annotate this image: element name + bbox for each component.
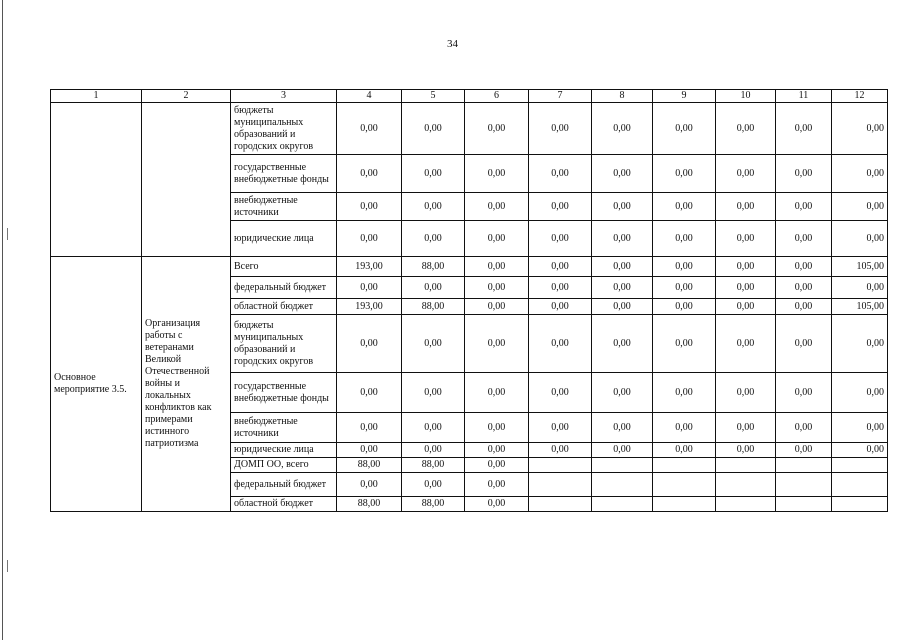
value-cell [529,473,592,497]
value-cell: 0,00 [592,315,653,373]
funding-source-cell: Всего [231,257,337,277]
funding-source-cell: юридические лица [231,443,337,458]
value-cell: 0,00 [529,315,592,373]
value-cell: 0,00 [653,103,716,155]
value-cell: 0,00 [776,257,832,277]
value-cell: 0,00 [402,315,465,373]
funding-source-cell: государственные внебюджетные фонды [231,373,337,413]
scan-artifact [7,228,8,240]
value-cell [653,497,716,512]
value-cell: 0,00 [776,299,832,315]
funding-source-cell: бюджеты муниципальных образований и городских округов [231,103,337,155]
value-cell: 0,00 [776,193,832,221]
value-cell: 0,00 [592,155,653,193]
funding-source-cell: областной бюджет [231,497,337,512]
value-cell: 0,00 [465,103,529,155]
value-cell: 0,00 [402,413,465,443]
value-cell [832,458,888,473]
value-cell: 0,00 [716,155,776,193]
funding-source-cell: ДОМП ОО, всего [231,458,337,473]
value-cell: 0,00 [832,103,888,155]
value-cell: 0,00 [529,193,592,221]
value-cell: 88,00 [402,299,465,315]
value-cell: 0,00 [402,193,465,221]
funding-source-cell: внебюджетные источники [231,413,337,443]
table-row [51,257,888,277]
value-cell: 0,00 [402,155,465,193]
measure-name-cell: Организация работы с ветеранами Великой Отечественной войны и локальных конфликтов как примерами истинного патриотизма [142,257,231,512]
scan-artifact [7,560,8,572]
value-cell [529,458,592,473]
value-cell: 0,00 [653,155,716,193]
value-cell: 193,00 [337,299,402,315]
value-cell: 0,00 [653,193,716,221]
value-cell: 0,00 [592,373,653,413]
measure-code-cell: Основное мероприятие 3.5. [51,257,142,512]
value-cell: 0,00 [716,257,776,277]
value-cell: 0,00 [465,299,529,315]
value-cell: 88,00 [402,458,465,473]
value-cell: 0,00 [716,299,776,315]
value-cell: 0,00 [529,221,592,257]
value-cell: 0,00 [529,257,592,277]
budget-table [50,89,888,512]
column-header: 2 [142,90,231,103]
column-header: 10 [716,90,776,103]
value-cell: 0,00 [592,193,653,221]
value-cell: 88,00 [402,497,465,512]
value-cell [832,473,888,497]
funding-source-cell: областной бюджет [231,299,337,315]
value-cell: 0,00 [776,315,832,373]
value-cell: 0,00 [337,103,402,155]
value-cell: 0,00 [337,315,402,373]
value-cell: 0,00 [465,497,529,512]
value-cell [776,458,832,473]
value-cell [529,497,592,512]
value-cell: 0,00 [337,193,402,221]
funding-source-cell: бюджеты муниципальных образований и городских округов [231,315,337,373]
value-cell: 0,00 [776,221,832,257]
value-cell: 0,00 [832,413,888,443]
value-cell: 0,00 [465,458,529,473]
value-cell: 88,00 [402,257,465,277]
value-cell: 0,00 [716,373,776,413]
value-cell: 0,00 [653,277,716,299]
value-cell: 0,00 [592,221,653,257]
value-cell [592,473,653,497]
value-cell: 0,00 [716,315,776,373]
value-cell: 0,00 [832,373,888,413]
value-cell [832,497,888,512]
value-cell: 0,00 [776,155,832,193]
value-cell: 0,00 [529,103,592,155]
value-cell: 0,00 [402,103,465,155]
value-cell: 88,00 [337,458,402,473]
value-cell: 0,00 [592,277,653,299]
value-cell: 0,00 [653,413,716,443]
page-number: 34 [447,38,458,50]
value-cell: 0,00 [716,277,776,299]
value-cell [653,473,716,497]
value-cell: 0,00 [529,443,592,458]
column-header: 8 [592,90,653,103]
value-cell: 0,00 [337,155,402,193]
value-cell [592,458,653,473]
value-cell: 0,00 [832,155,888,193]
funding-source-cell: федеральный бюджет [231,277,337,299]
value-cell: 0,00 [402,221,465,257]
value-cell: 105,00 [832,299,888,315]
value-cell: 0,00 [465,315,529,373]
value-cell: 0,00 [832,443,888,458]
column-header: 1 [51,90,142,103]
value-cell: 0,00 [337,413,402,443]
value-cell: 0,00 [592,103,653,155]
value-cell: 0,00 [716,221,776,257]
value-cell: 0,00 [337,277,402,299]
value-cell: 0,00 [465,277,529,299]
value-cell [776,473,832,497]
value-cell: 0,00 [776,277,832,299]
value-cell: 0,00 [402,443,465,458]
column-header: 12 [832,90,888,103]
value-cell: 0,00 [337,221,402,257]
value-cell [716,497,776,512]
value-cell: 0,00 [832,221,888,257]
value-cell: 0,00 [529,277,592,299]
value-cell: 0,00 [529,413,592,443]
column-header: 6 [465,90,529,103]
value-cell: 0,00 [337,373,402,413]
value-cell: 0,00 [592,443,653,458]
value-cell: 0,00 [529,155,592,193]
value-cell: 0,00 [653,443,716,458]
value-cell: 0,00 [716,443,776,458]
scan-left-edge [2,0,3,640]
value-cell: 0,00 [465,373,529,413]
value-cell: 0,00 [402,473,465,497]
value-cell: 0,00 [465,443,529,458]
value-cell: 0,00 [337,443,402,458]
value-cell: 0,00 [465,221,529,257]
table-row [51,103,888,155]
value-cell: 0,00 [529,373,592,413]
value-cell [653,458,716,473]
value-cell: 0,00 [465,413,529,443]
value-cell: 0,00 [592,413,653,443]
value-cell: 0,00 [465,473,529,497]
value-cell: 88,00 [337,497,402,512]
column-header: 9 [653,90,716,103]
value-cell: 0,00 [653,221,716,257]
column-header: 4 [337,90,402,103]
value-cell: 0,00 [776,413,832,443]
value-cell: 0,00 [592,257,653,277]
value-cell: 0,00 [337,473,402,497]
value-cell: 0,00 [529,299,592,315]
value-cell: 0,00 [465,193,529,221]
value-cell [776,497,832,512]
value-cell: 0,00 [653,257,716,277]
value-cell [716,458,776,473]
value-cell: 0,00 [402,277,465,299]
empty-cell [51,103,142,257]
value-cell: 0,00 [776,373,832,413]
value-cell: 105,00 [832,257,888,277]
column-header: 7 [529,90,592,103]
value-cell: 0,00 [832,315,888,373]
value-cell: 0,00 [653,315,716,373]
column-header: 3 [231,90,337,103]
funding-source-cell: юридические лица [231,221,337,257]
value-cell: 0,00 [832,277,888,299]
value-cell: 0,00 [653,299,716,315]
value-cell: 0,00 [776,443,832,458]
column-header: 11 [776,90,832,103]
value-cell [716,473,776,497]
funding-source-cell: государственные внебюджетные фонды [231,155,337,193]
value-cell: 0,00 [832,193,888,221]
value-cell: 0,00 [716,413,776,443]
value-cell: 0,00 [592,299,653,315]
empty-cell [142,103,231,257]
value-cell: 0,00 [465,155,529,193]
value-cell: 0,00 [653,373,716,413]
column-number-row [51,90,888,103]
value-cell: 0,00 [716,103,776,155]
column-header: 5 [402,90,465,103]
value-cell: 0,00 [402,373,465,413]
funding-source-cell: внебюджетные источники [231,193,337,221]
value-cell: 0,00 [776,103,832,155]
value-cell: 193,00 [337,257,402,277]
value-cell: 0,00 [716,193,776,221]
funding-source-cell: федеральный бюджет [231,473,337,497]
value-cell: 0,00 [465,257,529,277]
value-cell [592,497,653,512]
